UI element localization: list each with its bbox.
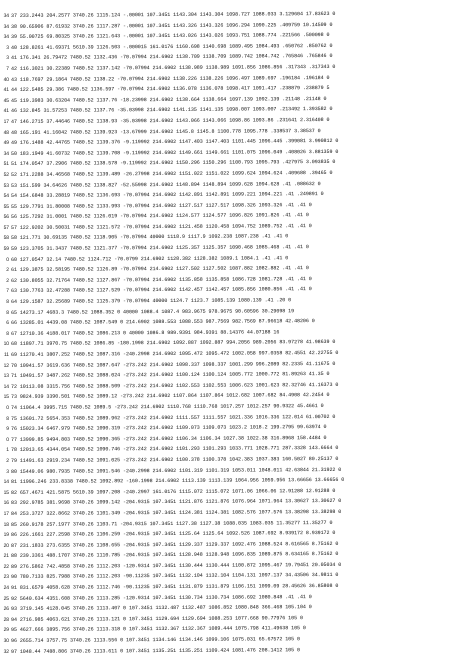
row-text: 45 119.3983 30.63204 7480.52 1137.76 -18.23998 214.6902 1138.664 1138.664 1097.139 1092.139 .21148 .21148 0 xyxy=(10,95,327,104)
margin-mark: 14 xyxy=(3,383,10,390)
margin-mark: 25 xyxy=(3,595,10,602)
margin-mark: 21 xyxy=(3,553,10,560)
row-text: 81 11996.246 233.8338 7480.52 1092.892 -160.1998 214.6902 1113.139 1113.139 1064.956 1059.956 13.66656 13.66656 0 xyxy=(10,477,345,486)
row-text: 80 15449.06 980.7935 7480.52 1091.546 -240.2998 214.6902 1101.319 1101.319 1053.011 1048.011 42.63844 21.31922 0 xyxy=(10,466,342,475)
margin-mark: 7 xyxy=(6,288,10,295)
margin-mark: 28 xyxy=(3,616,10,623)
margin-mark: 18 xyxy=(3,521,10,528)
margin-mark: 9 xyxy=(6,426,10,433)
margin-mark: 8 xyxy=(6,298,10,305)
row-text: 90 780.7133 825.7988 3740.26 1112.203 -90.11235 107.3451 1132.104 1132.104 1104.131 1097.137 34.43506 34.9811 0 xyxy=(10,572,339,581)
margin-mark: 12 xyxy=(3,362,10,369)
margin-mark: 26 xyxy=(3,606,10,613)
row-text: 55 129.7791 31.80008 7480.52 1133.993 -70.07994 214.6902 1127.517 1127.517 1098.326 1093.326 .41 .41 0 xyxy=(10,201,312,210)
margin-mark: 32 xyxy=(3,648,10,655)
margin-mark: 7 xyxy=(6,65,10,72)
margin-mark: 1 xyxy=(6,447,10,454)
row-text: 61 129.3875 32.58195 7480.52 1126.89 -70.07994 214.6902 1127.502 1127.502 1087.882 1082.882 .41 .41 0 xyxy=(10,265,309,274)
row-text: 62 130.8055 32.71764 7480.52 1127.867 -70.07994 214.6902 1135.858 1135.858 1086.728 1081.728 .41 .41 0 xyxy=(10,275,312,284)
row-text: 51 174.0547 37.2906 7480.52 1138.578 -9.119992 214.6902 1150.296 1150.296 1100.793 1095.793 .427975 3.093835 0 xyxy=(10,159,336,168)
row-text: 52 171.2288 34.46568 7480.52 1139.489 -26.27998 214.6902 1151.022 1151.022 1099.624 1094.624 .409688 .39465 0 xyxy=(10,169,333,178)
row-text: 97 1048.44 7488.806 3740.26 1113.611 0 107.3451 1135.251 1135.251 1109.424 1081.476 208.1412 105 0 xyxy=(10,646,300,655)
row-text: 79 11491.63 2919.234 7480.52 1091.025 -273.242 214.6902 1100.378 1100.378 1042.383 1037.383 160.5027 80.25137 0 xyxy=(10,455,339,464)
margin-mark: 54 xyxy=(3,193,10,200)
margin-mark: 17 xyxy=(3,510,10,517)
row-text: 50 183.1949 41.60732 7480.52 1139.708 -9.119992 214.6902 1149.661 1149.661 1101.075 1096.049 .408026 3.881359 0 xyxy=(10,148,339,157)
listing-row xyxy=(1,644,460,657)
margin-mark: 8 xyxy=(6,309,10,316)
row-text: 85 260.9178 257.1977 3740.26 1103.71 -204.9315 107.3451 1127.38 1127.38 1088.035 1083.035 11.35277 11.35277 0 xyxy=(10,519,333,528)
margin-mark: 10 xyxy=(3,341,10,348)
row-text: 53 151.599 34.64626 7480.52 1138.827 -52.55998 214.6902 1148.894 1148.894 1099.628 1094.628 .41 .088632 0 xyxy=(10,180,321,189)
margin-mark: 53 xyxy=(3,182,10,189)
row-text: 37 233.2443 204.2577 3740.26 1115.124 -.00001 107.3451 1143.304 1143.304 1098.727 1088.033 3.129604 17.83623 0 xyxy=(10,10,336,19)
row-text: 72 10113.08 3315.756 7480.52 1088.509 -273.242 214.6902 1102.553 1102.553 1006.623 1001.623 82.32746 41.16373 0 xyxy=(10,381,339,390)
margin-mark: 2 xyxy=(6,457,10,464)
margin-mark: 22 xyxy=(3,563,10,570)
row-text: 42 116.3021 30.22389 7480.52 1137.142 -70.07994 214.6902 1138.989 1138.989 1091.856 1086.856 .317343 .317343 0 xyxy=(10,63,336,72)
row-text: 88 239.3361 488.1707 3740.26 1110.785 -204.9315 107.3451 1128.948 1128.948 1096.835 1089.875 8.634165 8.75162 0 xyxy=(10,551,339,560)
row-text: 39 55.00725 69.80325 3740.26 1121.643 -.00001 107.3451 1143.026 1143.026 1093.751 1088.774 .221566 .500098 0 xyxy=(10,32,330,41)
margin-mark: 56 xyxy=(3,214,10,221)
margin-mark: 20 xyxy=(3,542,10,549)
margin-mark: 2 xyxy=(6,267,10,274)
row-text: 67 12710.36 4188.017 7480.52 1086.213 0 40000 1086.8 989.9391 984.9391 88.14376 44.07188 16 xyxy=(10,329,280,337)
row-text: 73 9824.939 3390.501 7480.52 1089.12 -273.242 214.6902 1107.864 1107.864 1012.682 1007.682 84.4908 42.2454 0 xyxy=(10,392,330,401)
row-text: 71 10491.57 3487.262 7480.52 1088.024 -273.242 214.6902 1100.124 1100.124 1005.772 1000.772 81.89263 41.35 0 xyxy=(10,371,330,380)
margin-mark: 8 xyxy=(6,330,10,337)
margin-mark: 3 xyxy=(6,44,10,51)
margin-mark: 58 xyxy=(3,235,10,242)
margin-mark: 2 xyxy=(6,277,10,284)
row-text: 54 154.6848 33.28819 7480.52 1136.693 -70.07994 214.6902 1142.891 1142.891 1099.221 1094.221 .41 .249891 0 xyxy=(10,191,324,200)
row-text: 96 2655.714 3757.75 3740.26 1113.556 0 107.3451 1134.146 1134.146 1099.106 1075.031 65.67572 105 0 xyxy=(10,636,300,644)
margin-mark: 3 xyxy=(6,55,10,62)
row-text: 49 176.1488 42.44765 7480.52 1139.376 -9.119992 214.6902 1147.403 1147.403 1101.445 1096.445 .399081 3.990812 0 xyxy=(10,138,339,147)
row-text: 83 292.9785 381.9698 3740.26 1099.142 -204.9315 107.3451 1121.876 1121.876 1076.964 1071.964 13.30627 13.30627 0 xyxy=(10,498,342,507)
margin-mark: 29 xyxy=(3,627,10,634)
row-text: 89 276.5862 742.4858 3740.26 1112.203 -120.9314 107.3451 1130.444 1130.444 1100.872 1095.467 19.79451 20.05034 0 xyxy=(10,561,342,570)
row-text: 48 165.191 41.16042 7480.52 1139.923 -13.67999 214.6902 1145.8 1145.8 1100.778 1095.778 .338537 3.38537 0 xyxy=(10,127,321,136)
margin-mark: 15 xyxy=(3,394,10,401)
row-text: 40 128.8261 41.69371 5610.39 1126.503 -.000015 161.0176 1160.698 1140.698 1089.495 1084.493 .650762 .850762 0 xyxy=(10,42,333,51)
margin-mark: 34 xyxy=(3,34,10,41)
row-text: 56 125.7292 31.0001 7480.52 1126.019 -70.07994 214.6902 1124.577 1124.577 1096.826 1091.826 .41 .41 0 xyxy=(10,212,309,221)
margin-mark: 45 xyxy=(3,97,10,104)
margin-mark: 59 xyxy=(3,246,10,253)
row-text: 77 13999.85 9494.803 7480.52 1090.365 -273.242 214.6902 1106.34 1106.34 1027.38 1022.38 316.8968 158.4484 0 xyxy=(10,434,327,443)
row-text: 58 121.771 30.69135 7480.52 1118.905 -70.07994 40000 1118.9 1117.9 1092.238 1087.238 .41 .41 0 xyxy=(10,233,289,242)
row-text: 76 15023.34 6467.979 7480.52 1090.319 -273.242 214.6902 1109.073 1109.073 1023.2 1018.2 199.2795 99.63974 0 xyxy=(10,424,327,433)
row-text: 82 657.4671 421.5875 5610.39 1097.208 -240.2997 161.0176 1115.072 1115.072 1071.06 1066.06 12.91288 12.91288 0 xyxy=(10,487,336,496)
row-text: 65 14273.17 4683.3 7480.52 1088.352 0 40000 1088.4 1087.4 983.9675 978.9675 90.60596 30.29098 19 xyxy=(10,307,295,316)
row-text: 68 11897.71 3970.75 7480.52 1086.85 -180.1998 214.6902 1092.887 1092.887 994.2056 989.2056 83.97278 41.98639 0 xyxy=(10,339,336,348)
margin-mark: 34 xyxy=(3,150,10,157)
row-text: 95 4627.666 3895.756 3740.26 1113.318 0 107.3451 1132.367 1132.367 1089.444 1075.798 411.49638 105 0 xyxy=(10,625,306,634)
margin-mark: 17 xyxy=(3,118,10,125)
margin-mark: 0 xyxy=(6,256,10,263)
margin-mark: 23 xyxy=(3,574,10,581)
margin-mark: 48 xyxy=(3,129,10,136)
margin-mark: 55 xyxy=(3,203,10,210)
row-text: 93 3719.145 4128.045 3740.26 1113.407 0 107.3451 1132.487 1132.487 1086.852 1080.848 366.468 105.104 0 xyxy=(10,604,312,613)
row-text: 66 13285.01 4439.08 7480.52 1087.549 0 214.6902 1088.553 1088.553 987.7569 982.7569 87.96618 42.48206 0 xyxy=(10,318,315,327)
row-text: 86 226.1661 227.2598 3740.26 1106.259 -204.9315 107.3451 1125.64 1125.64 1092.526 1087.692 8.939172 8.939172 0 xyxy=(10,530,336,539)
row-text: 91 831.6579 4058.628 3740.26 1112.746 -90.11235 107.3451 1131.879 1131.879 1106.151 1099.09 28.45626 36.85808 0 xyxy=(10,583,339,592)
row-text: 38 90.65906 87.61932 3740.26 1117.287 -.00001 107.3451 1143.326 1143.326 1096.294 1090.225 .409759 10.14509 0 xyxy=(10,21,333,30)
margin-mark: 0 xyxy=(6,436,10,443)
margin-mark: 41 xyxy=(3,108,10,115)
margin-mark: 11 xyxy=(3,351,10,358)
margin-mark: 16 xyxy=(3,500,10,507)
row-text: 63 130.7763 32.47288 7480.52 1127.529 -70.07994 214.6902 1142.457 1142.457 1085.856 1080.856 .41 .41 0 xyxy=(10,286,312,295)
margin-mark: 41 xyxy=(3,87,10,94)
row-text: 57 122.9202 30.50031 7480.52 1121.572 -70.07994 214.6902 1121.458 1120.458 1094.752 1089.752 .41 .41 0 xyxy=(10,222,312,231)
row-text: 74 11064.4 3995.715 7480.52 1089.5 -273.242 214.6902 1110.768 1110.768 1017.257 1012.257 90.9322 45.4661 0 xyxy=(10,402,324,411)
margin-mark: 14 xyxy=(3,479,10,486)
margin-mark: 52 xyxy=(3,171,10,178)
row-text: 70 10941.57 3619.636 7480.52 1087.647 -273.242 214.6902 1098.337 1098.337 1001.299 996.2089 82.2335 41.11675 0 xyxy=(10,360,336,369)
margin-mark: 13 xyxy=(3,373,10,380)
row-text: 78 12013.65 4344.054 7480.52 1090.746 -273.242 214.6902 1101.293 1101.293 1033.771 1028.771 287.3328 143.6664 0 xyxy=(10,445,339,454)
row-text: 59 123.3705 31.3437 7480.52 1121.377 -70.07994 214.6902 1125.357 1125.357 1090.468 1085.468 .41 .41 0 xyxy=(10,244,309,253)
row-text: 60 127.0547 32.14 7480.52 1124.712 -70.0799 214.6902 1128.382 1128.382 1089.1 1084.1 .41 .41 0 xyxy=(10,254,289,263)
margin-mark: 34 xyxy=(3,23,10,30)
data-listing xyxy=(1,11,460,657)
row-text: 47 146.2715 37.44646 7480.52 1138.93 -35.03998 214.6902 1143.066 1143.066 1098.86 1093.86 .231641 2.316408 0 xyxy=(10,116,330,125)
row-text: 87 231.1833 273.6355 3740.26 1108.655 -204.9315 107.3451 1129.337 1129.337 1092.476 1088.524 8.616565 8.75162 0 xyxy=(10,540,339,549)
margin-mark: 30 xyxy=(3,637,10,645)
row-text: 94 2716.985 4063.621 3740.26 1113.121 0 107.3451 1129.694 1129.694 1088.253 1077.668 90.77976 105 0 xyxy=(10,614,303,623)
margin-mark: 6 xyxy=(6,320,10,327)
margin-mark: 57 xyxy=(3,224,10,231)
row-text: 69 11270.41 3807.252 7480.52 1087.316 -240.2998 214.6902 1095.472 1095.472 1002.058 997.0358 82.4551 42.22755 0 xyxy=(10,349,339,358)
row-text: 46 132.845 31.57253 7480.52 1137.76 -35.03998 214.6902 1141.135 1141.135 1098.007 1093.007 .213492 1.393582 0 xyxy=(10,106,333,115)
row-text: 75 13601.72 5654.353 7480.52 1089.962 -273.242 214.6902 1111.557 1111.557 1021.336 1016.336 122.014 61.00702 0 xyxy=(10,413,336,422)
margin-mark: 34 xyxy=(3,12,10,19)
row-text: 44 122.5485 29.386 7480.52 1136.597 -70.07994 214.6902 1136.078 1136.078 1098.417 1091.417 .238879 .238879 5 xyxy=(10,85,330,94)
margin-mark: 40 xyxy=(3,76,10,83)
row-text: 64 129.1587 32.25689 7480.52 1125.379 -70.07994 40000 1124.7 1123.7 1085.139 1080.139 .41 .20 0 xyxy=(10,297,292,305)
row-text: 84 253.3727 322.8662 3740.26 1101.349 -204.9315 107.3451 1124.381 1124.381 1082.576 1077.576 13.38298 13.38298 0 xyxy=(10,508,342,517)
margin-mark: 19 xyxy=(3,532,10,539)
margin-mark: 24 xyxy=(3,585,10,592)
margin-mark: 51 xyxy=(3,161,10,168)
margin-mark: 3 xyxy=(6,468,10,475)
margin-mark: 15 xyxy=(3,489,10,496)
margin-mark: 49 xyxy=(3,140,10,147)
row-text: 92 5640.634 4351.608 3740.26 1113.285 -120.9314 107.3451 1130.734 1130.734 1086.692 1080.848 .41 .41 0 xyxy=(10,593,312,602)
row-text: 43 118.7697 29.1864 7480.52 1138.22 -70.07994 214.6902 1138.226 1138.226 1096.497 1089.697 .196184 .196184 0 xyxy=(10,74,330,83)
margin-mark: 8 xyxy=(6,415,10,422)
margin-mark: 0 xyxy=(6,404,10,411)
row-text: 41 176.341 26.79472 7480.52 1132.436 -70.07994 214.6902 1138.709 1138.709 1089.742 1084.742 .765846 .765846 0 xyxy=(10,53,333,62)
